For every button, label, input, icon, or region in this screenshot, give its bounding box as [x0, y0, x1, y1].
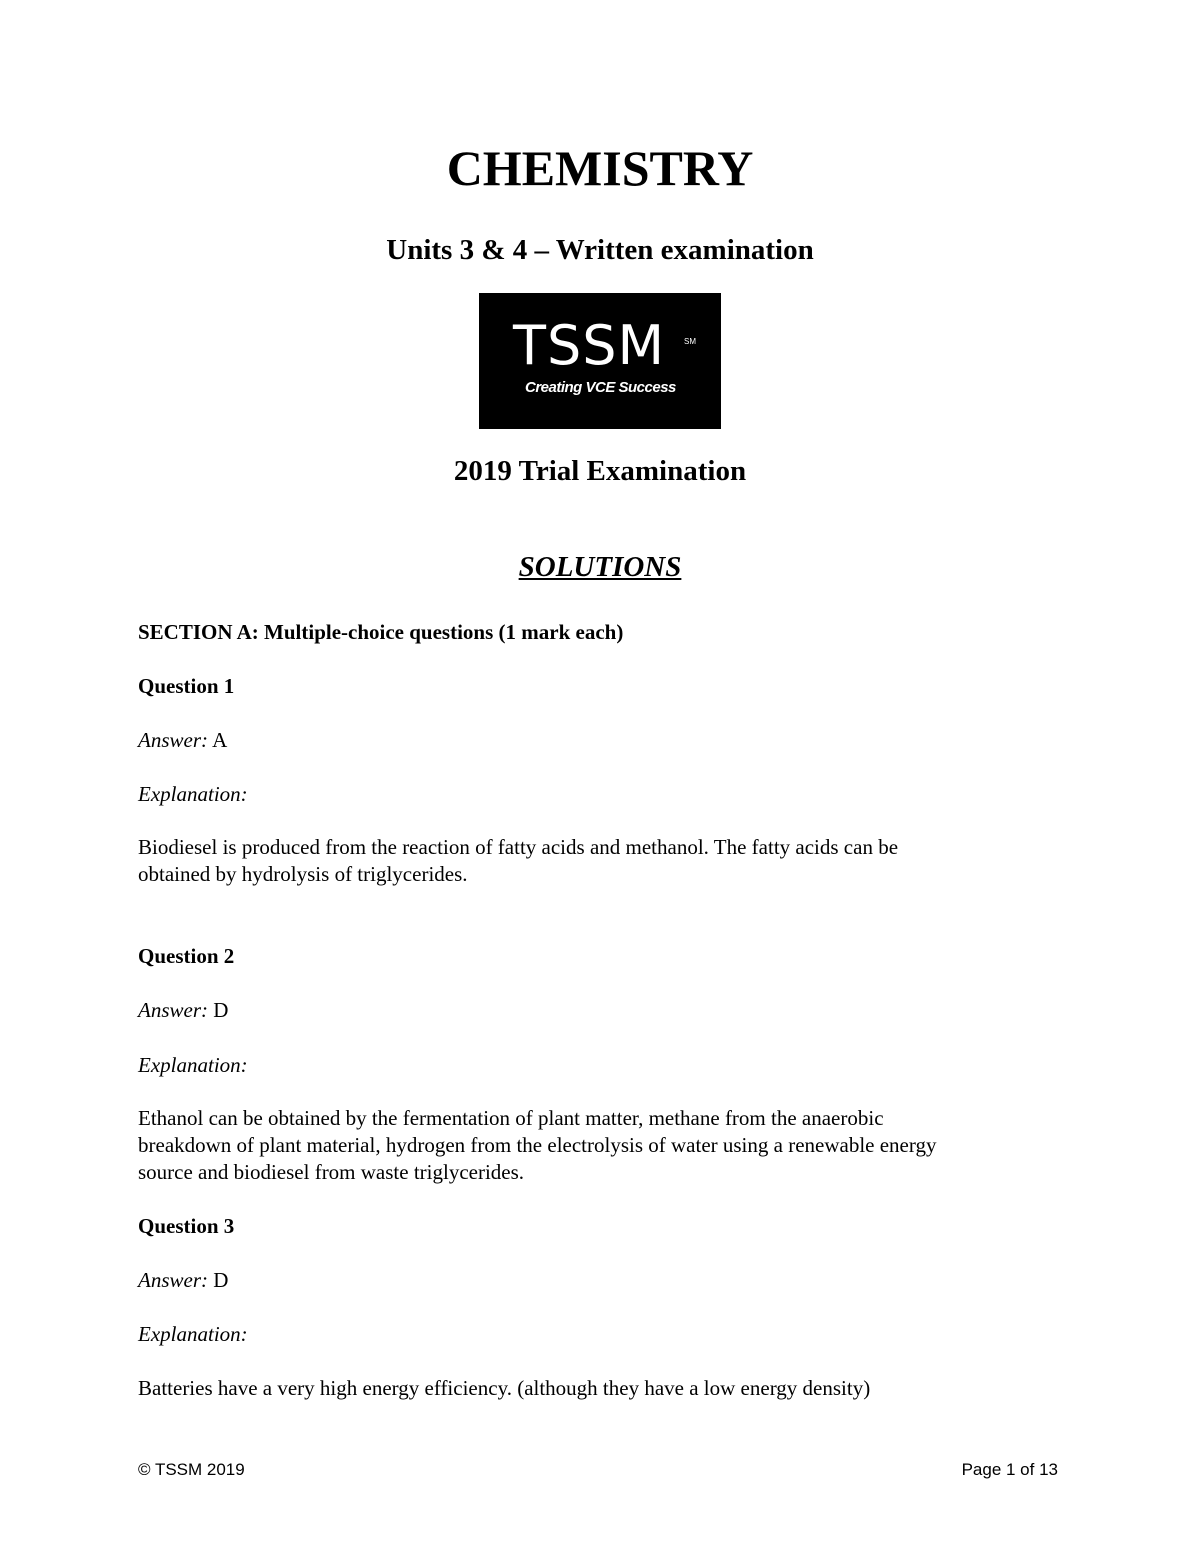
- logo-tagline: Creating VCE Success: [525, 379, 676, 396]
- logo-wordmark: TSSM: [513, 314, 666, 377]
- page-subtitle: Units 3 & 4 – Written examination: [386, 234, 814, 266]
- footer-copyright: © TSSM 2019: [138, 1460, 245, 1479]
- trial-exam-heading: 2019 Trial Examination: [453, 455, 747, 487]
- question-2-answer: [138, 996, 1062, 1024]
- question-2-explanation: [138, 1105, 1062, 1186]
- question-1-explanation-label: Explanation:: [138, 782, 248, 806]
- explanation-line: source and biodiesel from waste triglycerides.: [138, 1160, 525, 1184]
- question-2-explanation-label: Explanation:: [138, 1053, 248, 1077]
- section-a-heading: SECTION A: Multiple-choice questions (1 mark each): [138, 620, 624, 644]
- question-3-explanation-label: Explanation:: [138, 1322, 248, 1346]
- explanation-line: obtained by hydrolysis of triglycerides.: [138, 862, 468, 886]
- answer-value: D: [213, 998, 229, 1022]
- answer-value: A: [212, 728, 228, 752]
- explanation-line: Batteries have a very high energy efficiency. (although they have a low energy density): [138, 1376, 871, 1400]
- answer-value: D: [213, 1268, 229, 1292]
- page-title: CHEMISTRY: [446, 140, 754, 196]
- question-3-answer: [138, 1266, 1062, 1294]
- answer-label: Answer:: [138, 998, 208, 1022]
- question-2-heading: Question 2: [138, 944, 235, 968]
- answer-label: Answer:: [138, 728, 208, 752]
- question-1-heading: Question 1: [138, 674, 235, 698]
- tssm-logo: [479, 293, 721, 429]
- question-1-answer: [138, 726, 1062, 754]
- explanation-line: Biodiesel is produced from the reaction of fatty acids and methanol. The fatty acids can be: [138, 835, 899, 859]
- footer-page-number: Page 1 of 13: [961, 1460, 1058, 1479]
- explanation-line: breakdown of plant material, hydrogen from the electrolysis of water using a renewable energy: [138, 1133, 937, 1157]
- solutions-heading: SOLUTIONS: [518, 551, 682, 583]
- question-3-explanation: [138, 1375, 1062, 1402]
- answer-label: Answer:: [138, 1268, 208, 1292]
- logo-service-mark: SM: [684, 337, 696, 346]
- question-1-explanation: [138, 834, 1062, 888]
- question-3-heading: Question 3: [138, 1214, 235, 1238]
- explanation-line: Ethanol can be obtained by the fermentation of plant matter, methane from the anaerobic: [138, 1106, 884, 1130]
